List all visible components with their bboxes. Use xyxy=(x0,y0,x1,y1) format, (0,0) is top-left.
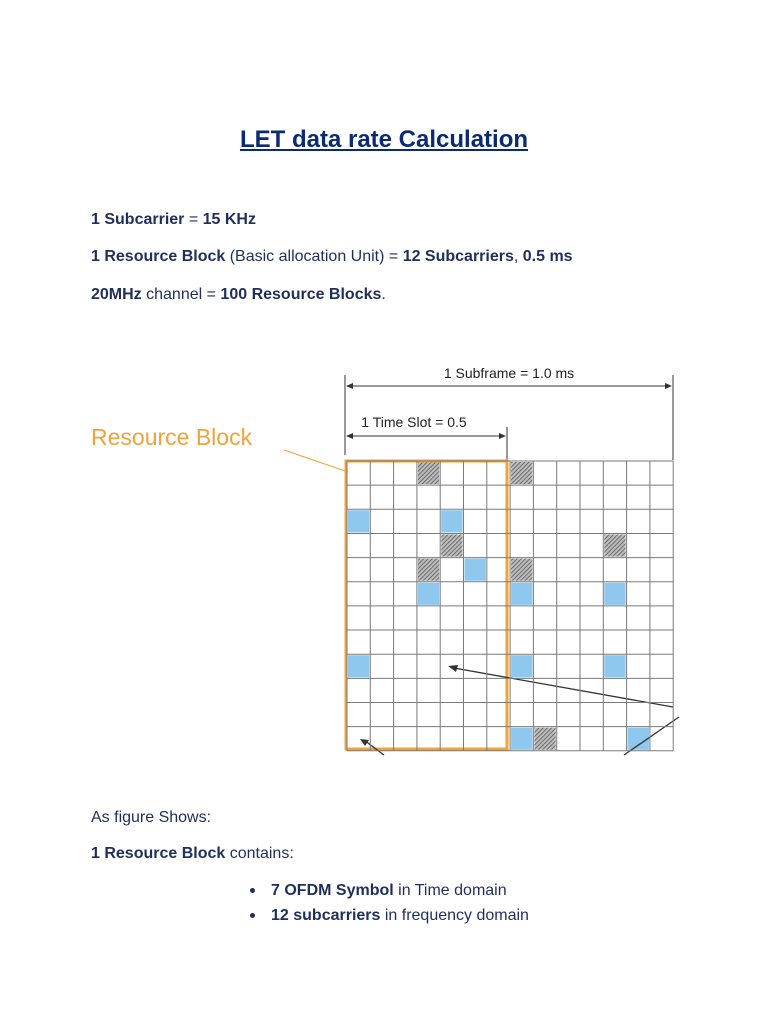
basic-allocation-text: (Basic allocation Unit) = xyxy=(225,248,403,265)
bullet-list xyxy=(250,880,529,930)
page-title: LET data rate Calculation xyxy=(239,126,529,153)
reference-signal-cell xyxy=(511,583,532,605)
hatched-cell xyxy=(418,462,439,484)
resource-block-label: Resource Block xyxy=(91,424,253,450)
bullet-term: 7 OFDM Symbol xyxy=(271,882,394,899)
bullet-text: in Time domain xyxy=(393,882,507,899)
hatched-cell xyxy=(441,534,462,556)
reference-signal-cell xyxy=(604,655,625,677)
contains-text: contains: xyxy=(225,845,294,862)
reference-signal-cell xyxy=(418,583,439,605)
subcarriers-value: 12 Subcarriers xyxy=(402,248,514,265)
reference-signal-cell xyxy=(604,583,625,605)
hatched-cell xyxy=(511,559,532,581)
subframe-right-arrow-icon xyxy=(665,383,672,389)
subcarrier-line xyxy=(91,211,256,229)
duration-value: 0.5 ms xyxy=(522,248,573,265)
comma-text: , xyxy=(513,248,523,265)
as-figure-line: As figure Shows: xyxy=(91,809,212,826)
resource-grid xyxy=(347,461,673,751)
resource-block-line xyxy=(91,248,573,266)
resource-block-figure xyxy=(84,355,684,760)
resource-block-term: 1 Resource Block xyxy=(91,248,226,265)
subframe-left-arrow-icon xyxy=(346,383,353,389)
reference-signal-cell xyxy=(348,655,369,677)
subcarrier-value: 15 KHz xyxy=(202,211,256,228)
reference-signal-cell xyxy=(465,559,486,581)
equals-text: = xyxy=(184,211,203,228)
list-item xyxy=(250,880,529,905)
timeslot-label: 1 Time Slot = 0.5 xyxy=(361,414,467,430)
subframe-label: 1 Subframe = 1.0 ms xyxy=(443,365,575,381)
hatched-cell xyxy=(534,728,555,750)
contains-term: 1 Resource Block xyxy=(91,845,226,862)
bullet-text: in frequency domain xyxy=(380,907,529,924)
reference-signal-cell xyxy=(628,728,649,750)
reference-signal-cell xyxy=(348,510,369,532)
reference-signal-cell xyxy=(441,510,462,532)
channel-term: 20MHz xyxy=(91,286,142,303)
bullet-term: 12 subcarriers xyxy=(271,907,381,924)
list-item xyxy=(250,905,529,930)
resource-block-leader-line xyxy=(284,450,348,472)
timeslot-left-arrow-icon xyxy=(346,433,353,439)
period-text: . xyxy=(381,286,386,303)
timeslot-right-arrow-icon xyxy=(499,433,506,439)
pointer-arrow-upper-icon xyxy=(448,665,458,672)
contains-line xyxy=(91,845,294,863)
reference-signal-cell xyxy=(511,655,532,677)
channel-text: channel = xyxy=(141,286,221,303)
hatched-cell xyxy=(511,462,532,484)
hatched-cell xyxy=(604,534,625,556)
reference-signal-cell xyxy=(511,728,532,750)
subcarrier-term: 1 Subcarrier xyxy=(91,211,185,228)
channel-line xyxy=(91,286,386,304)
resource-blocks-value: 100 Resource Blocks xyxy=(220,286,382,303)
hatched-cell xyxy=(418,559,439,581)
